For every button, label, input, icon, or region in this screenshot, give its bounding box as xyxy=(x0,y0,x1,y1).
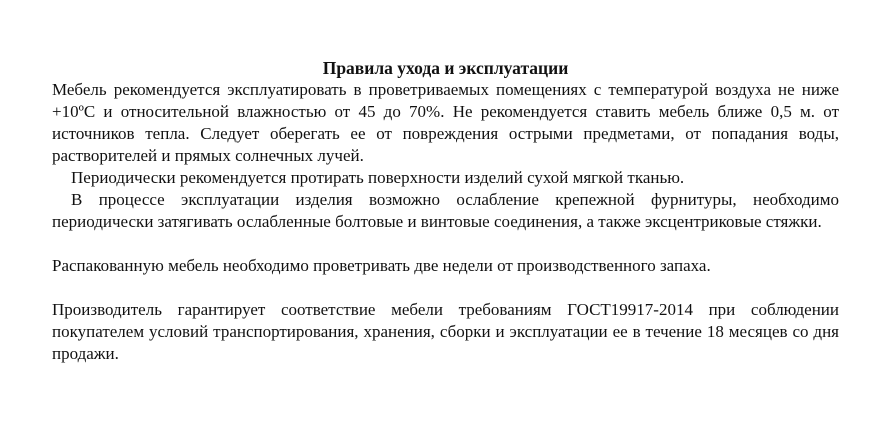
paragraph-warranty: Производитель гарантирует соответствие мебели требованиям ГОСТ19917-2014 при соблюдении покупателем условий транспортирования, хранения, сборки и эксплуатации ее в течение 18 месяцев со дня продажи. xyxy=(52,300,839,363)
document-title: Правила ухода и эксплуатации xyxy=(322,58,569,78)
document-body xyxy=(52,57,839,365)
paragraph-ventilation: Распакованную мебель необходимо проветривать две недели от производственного запаха. xyxy=(52,256,711,275)
paragraph-fittings-maintenance: В процессе эксплуатации изделия возможно ослабление крепежной фурнитуры, необходимо периодически затягивать ослабленные болтовые и винтовые соединения, а также эксцентриковые стяжки. xyxy=(52,190,839,231)
paragraph-operating-conditions: Мебель рекомендуется эксплуатировать в проветриваемых помещениях с температурой воздуха не ниже +10ºС и относительной влажностью от 45 до 70%. Не рекомендуется ставить мебель ближе 0,5 м. от источников тепла. Следует оберегать ее от повреждения острыми предметами, от попадания воды, растворителей и прямых солнечных лучей. xyxy=(52,80,839,165)
paragraph-cleaning: Периодически рекомендуется протирать поверхности изделий сухой мягкой тканью. xyxy=(71,168,685,187)
